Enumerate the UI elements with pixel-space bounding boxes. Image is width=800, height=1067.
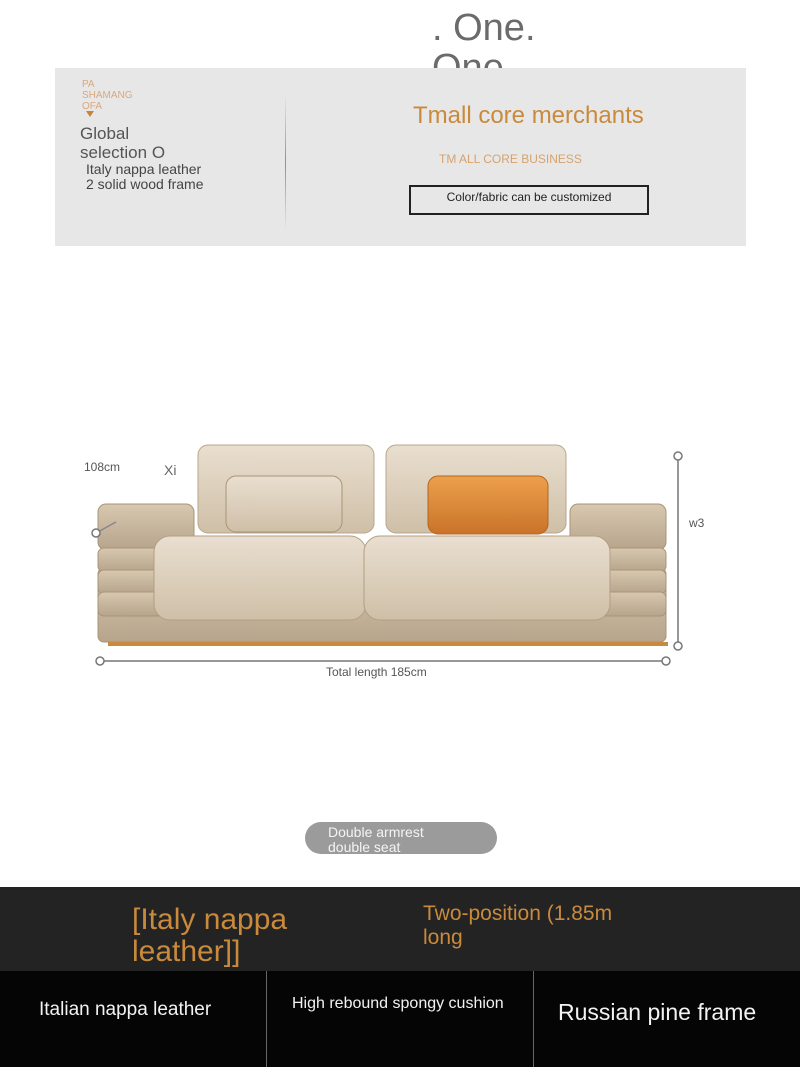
banner-title-right: Two-position (1.85m long bbox=[423, 902, 613, 949]
sofa-image bbox=[90, 440, 690, 680]
feature-label: Russian pine frame bbox=[558, 999, 757, 1025]
length-dimension-label: Total length 185cm bbox=[326, 665, 427, 679]
feature-cell-frame bbox=[534, 971, 800, 1067]
feature-summary: Italy nappa leather 2 solid wood frame bbox=[86, 161, 204, 192]
xi-label: Xi bbox=[164, 462, 177, 478]
tmall-core-subtitle: TM ALL CORE BUSINESS bbox=[439, 152, 582, 166]
height-dimension-label: 108cm bbox=[84, 460, 121, 474]
brand-logo: PA SHAMANG OFA bbox=[82, 79, 133, 112]
customizable-notice: Color/fabric can be customized bbox=[409, 185, 649, 215]
banner-title-left: [Italy nappa leather]] bbox=[132, 903, 288, 968]
width-dimension-label: w3 bbox=[689, 516, 705, 530]
feature-banner bbox=[0, 887, 800, 971]
feature-label: Italian nappa leather bbox=[39, 999, 212, 1020]
tmall-core-title: Tmall core merchants bbox=[413, 102, 644, 129]
feature-row bbox=[0, 971, 800, 1067]
global-selection-heading: Global selection O bbox=[80, 124, 166, 162]
panel-divider bbox=[285, 95, 286, 230]
feature-cell-leather bbox=[0, 971, 266, 1067]
arrow-down-icon bbox=[86, 111, 94, 117]
feature-cell-cushion bbox=[267, 971, 533, 1067]
feature-label: High rebound spongy cushion bbox=[292, 995, 504, 1012]
product-type-badge: Double armrest double seat bbox=[305, 822, 497, 854]
top-title: . One. bbox=[432, 7, 536, 49]
